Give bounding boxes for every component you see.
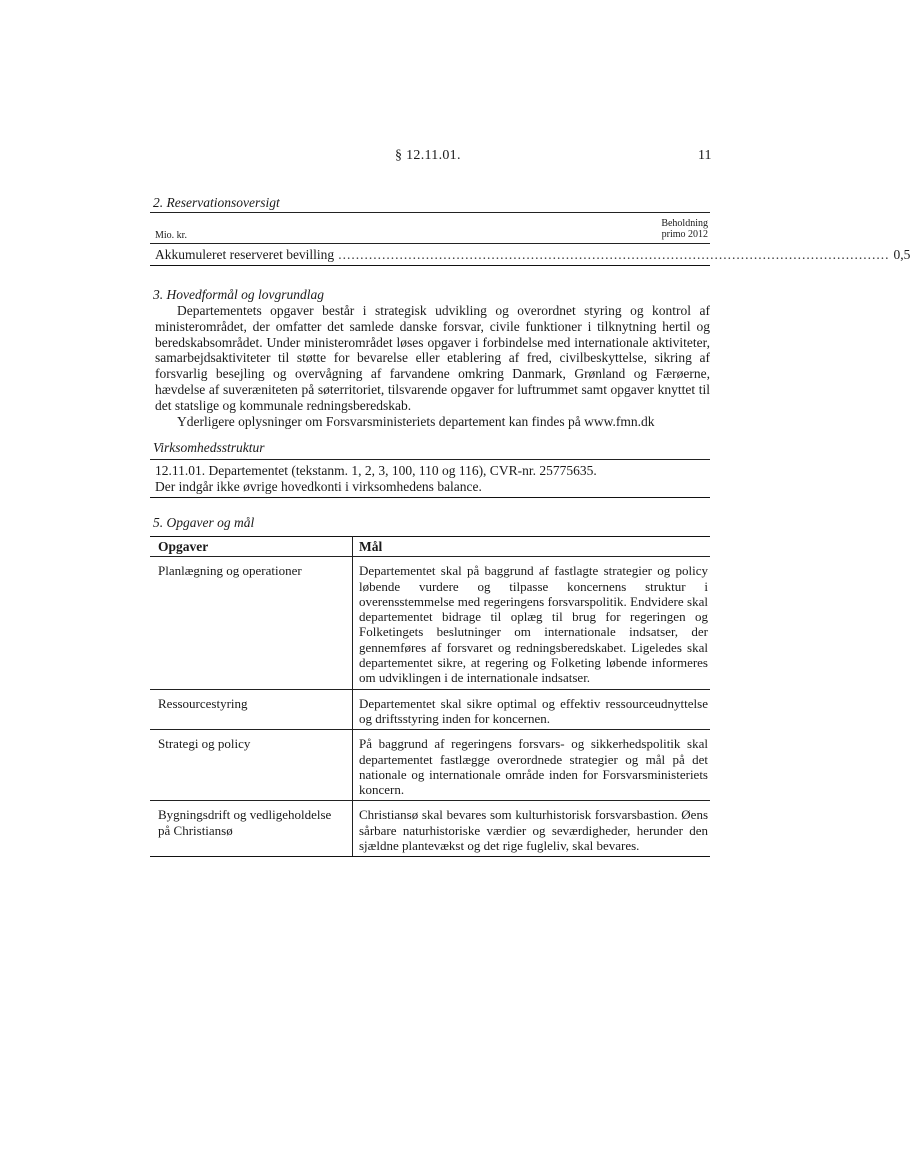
tasks-column-header-goal: Mål xyxy=(353,537,711,557)
tasks-table xyxy=(150,536,710,857)
reservation-column-header xyxy=(640,218,708,240)
purpose-body xyxy=(155,303,710,429)
goal-cell: Departementet skal på baggrund af fastlagte strategier og policy løbende vurdere og tilpasse koncernens struktur i overensstemmelse med regeringens forsvarspolitik. Endvidere skal departementet bidrage til oplæg til brug for regeringen og Folketingets beslutninger om internationale indsatser, der gennemføres af forsvaret og redningsberedskabet. Ligeledes skal departementet sikre, at regering og Folketing løbende informeres om udviklingen i de internationale indsatser. xyxy=(353,557,711,689)
structure-line-2: Der indgår ikke øvrige hovedkonti i virksomhedens balance. xyxy=(155,479,482,494)
reservation-row-value: 0,5 xyxy=(893,247,910,262)
structure-top-rule xyxy=(150,459,710,460)
tasks-heading: 5. Opgaver og mål xyxy=(153,515,255,530)
reservation-header-rule xyxy=(150,243,710,244)
paragraph-reference: § 12.11.01. xyxy=(395,148,461,163)
reservation-column-header-line2: primo 2012 xyxy=(661,229,708,240)
page-number: 11 xyxy=(698,148,712,163)
reservation-column-header-line1: Beholdning xyxy=(661,218,708,229)
table-row xyxy=(150,689,710,730)
reservation-heading: 2. Reservationsoversigt xyxy=(153,195,280,210)
task-cell: Planlægning og operationer xyxy=(150,557,353,689)
reservation-top-rule xyxy=(150,212,710,213)
reservation-row-label: Akkumuleret reserveret bevilling xyxy=(155,247,335,262)
purpose-paragraph-2: Yderligere oplysninger om Forsvarsministeriets departement kan findes på www.fmn.dk xyxy=(177,413,655,429)
reservation-row xyxy=(155,247,910,263)
structure-heading: Virksomhedsstruktur xyxy=(153,440,265,455)
structure-bottom-rule xyxy=(150,497,710,498)
purpose-paragraph-1: Departementets opgaver består i strategisk udvikling og overordnet styring og kontrol af ministerområdet, der omfatter det samlede danske forsvar, civile funktioner i tilknytning hertil og beredskabsområdet. Under ministerområdet løses opgaver i forbindelse med internationale aktiviteter, samarbejdsaktiviteter til støtte for bevarelse eller etablering af fred, civilbeskyttelse, sikring af forsvarlig besejling og overvågning af farvandene omkring Danmark, Grønland og Færøerne, hævdelse af suveræniteten på søterritoriet, tilsvarende opgaver for luftrummet samt opgaver knyttet til det statslige og kommunale redningsberedskab. xyxy=(155,303,710,413)
goal-cell: Departementet skal sikre optimal og effektiv ressourceudnyttelse og driftsstyring inden for koncernen. xyxy=(353,689,711,730)
structure-line-1: 12.11.01. Departementet (tekstanm. 1, 2, 3, 100, 110 og 116), CVR-nr. 25775635. xyxy=(155,463,597,478)
task-cell: Strategi og policy xyxy=(150,730,353,801)
task-cell: Bygningsdrift og vedligeholdelse på Christiansø xyxy=(150,801,353,857)
table-row xyxy=(150,730,710,801)
tasks-header-row xyxy=(150,537,710,557)
table-row xyxy=(150,801,710,857)
reservation-leader-dots: .............................................................................................................................. xyxy=(338,247,890,262)
reservation-bottom-rule xyxy=(150,265,710,266)
task-cell: Ressourcestyring xyxy=(150,689,353,730)
table-row xyxy=(150,557,710,689)
tasks-column-header-task: Opgaver xyxy=(150,537,353,557)
reservation-unit: Mio. kr. xyxy=(155,230,187,241)
goal-cell: På baggrund af regeringens forsvars- og sikkerhedspolitik skal departementet fastlægge overordnede strategier og mål på det nationale og internationale område inden for Forsvarsministeriets koncern. xyxy=(353,730,711,801)
goal-cell: Christiansø skal bevares som kulturhistorisk forsvarsbastion. Øens sårbare naturhistoriske værdier og seværdigheder, herunder den sjældne plantevækst og det rige fugleliv, skal bevares. xyxy=(353,801,711,857)
purpose-heading: 3. Hovedformål og lovgrundlag xyxy=(153,287,324,302)
